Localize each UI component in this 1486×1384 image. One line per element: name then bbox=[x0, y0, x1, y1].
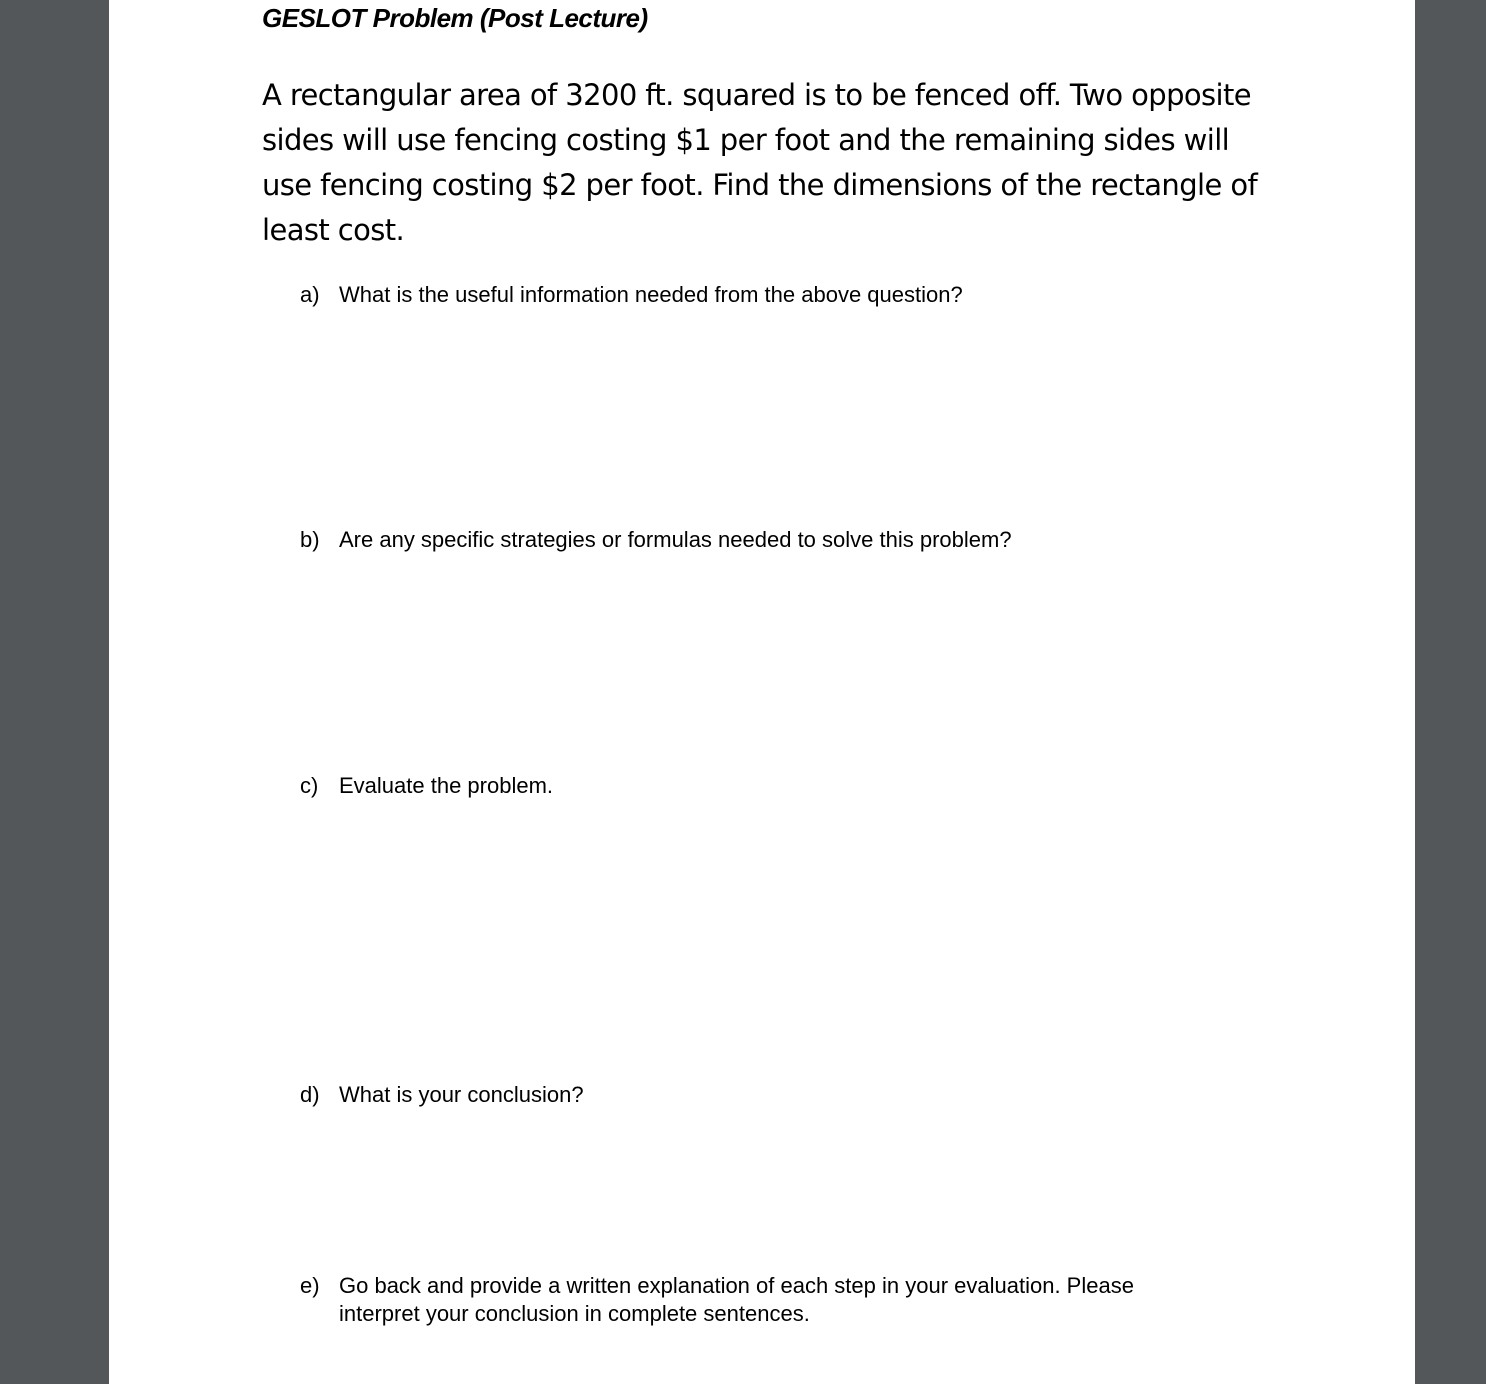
question-a bbox=[300, 281, 1200, 309]
question-text: Evaluate the problem. bbox=[339, 773, 554, 798]
document-title: GESLOT Problem (Post Lecture) bbox=[262, 3, 648, 33]
question-letter: b) bbox=[300, 527, 320, 552]
question-text: What is the useful information needed from the above question? bbox=[339, 282, 963, 307]
question-letter: d) bbox=[300, 1082, 320, 1107]
question-e bbox=[300, 1272, 1200, 1328]
question-b bbox=[300, 526, 1200, 554]
question-letter: c) bbox=[300, 773, 319, 798]
question-text: Are any specific strategies or formulas needed to solve this problem? bbox=[339, 527, 1012, 552]
question-letter: e) bbox=[300, 1273, 320, 1298]
question-text: Go back and provide a written explanation of each step in your evaluation. Please interpret your conclusion in complete sentences. bbox=[339, 1273, 1134, 1326]
question-text: What is your conclusion? bbox=[339, 1082, 584, 1107]
document-page bbox=[109, 0, 1415, 1384]
question-c bbox=[300, 772, 1200, 800]
question-d bbox=[300, 1081, 1200, 1109]
question-letter: a) bbox=[300, 282, 320, 307]
problem-statement: A rectangular area of 3200 ft. squared is to be fenced off. Two opposite sides will use fencing costing $1 per foot and the remaining sides will use fencing costing $2 per foot. Find the dimensions of the rectangle of least cost. bbox=[262, 78, 1258, 247]
